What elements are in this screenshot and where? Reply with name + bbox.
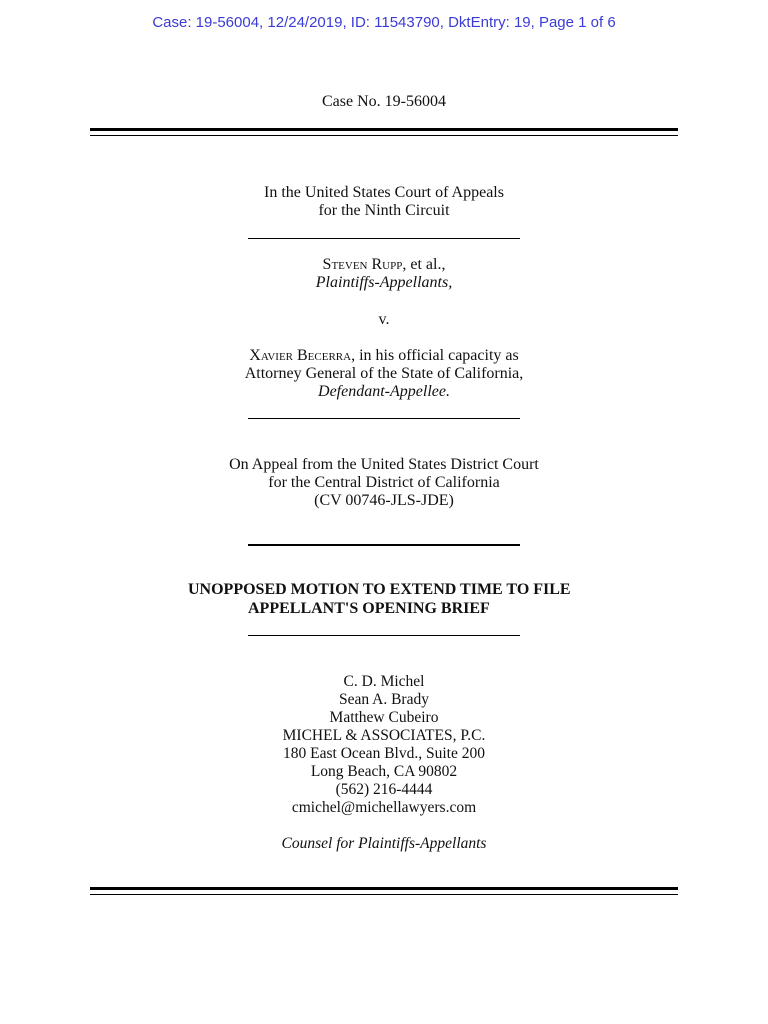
plaintiff-line — [0, 256, 768, 274]
court-line-2: for the Ninth Circuit — [318, 202, 450, 219]
defendant-name: Xavier Becerra — [249, 347, 352, 364]
court-name — [0, 184, 768, 220]
plaintiff-role: Plaintiffs-Appellants, — [315, 274, 453, 291]
divider-rule — [248, 418, 520, 419]
defendant-block — [0, 347, 768, 401]
versus: v. — [378, 311, 390, 328]
motion-title — [188, 580, 648, 618]
court-line-1: In the United States Court of Appeals — [264, 184, 504, 201]
plaintiff-block — [0, 256, 768, 292]
divider-rule — [248, 635, 520, 636]
counsel-address-1: 180 East Ocean Blvd., Suite 200 — [283, 745, 485, 762]
counsel-address-2: Long Beach, CA 90802 — [310, 763, 458, 780]
counsel-role: Counsel for Plaintiffs-Appellants — [281, 835, 487, 852]
counsel-name: Sean A. Brady — [339, 691, 429, 708]
case-number: Case No. 19-56004 — [322, 93, 446, 110]
appeal-line-2: for the Central District of California — [268, 474, 500, 491]
appeal-line-1: On Appeal from the United States District Court — [229, 456, 539, 473]
counsel-email: cmichel@michellawyers.com — [291, 799, 477, 816]
motion-title-line-1: UNOPPOSED MOTION TO EXTEND TIME TO FILE — [188, 581, 571, 598]
docket-header-stamp: Case: 19-56004, 12/24/2019, ID: 11543790, DktEntry: 19, Page 1 of 6 — [152, 14, 616, 31]
counsel-name: Matthew Cubeiro — [329, 709, 439, 726]
top-rule-thick — [90, 128, 678, 131]
defendant-suffix: , in his official capacity as — [351, 347, 519, 364]
defendant-line — [0, 347, 768, 365]
counsel-firm: MICHEL & ASSOCIATES, P.C. — [282, 727, 486, 744]
divider-rule — [248, 544, 520, 546]
top-rule-thin — [90, 135, 678, 136]
bottom-rule-thick — [90, 887, 678, 890]
counsel-name: C. D. Michel — [343, 673, 425, 690]
divider-rule — [248, 238, 520, 239]
counsel-phone: (562) 216-4444 — [335, 781, 433, 798]
bottom-rule-thin — [90, 894, 678, 895]
plaintiff-suffix: , et al., — [402, 256, 446, 273]
motion-title-line-2: APPELLANT'S OPENING BRIEF — [248, 600, 490, 617]
defendant-line-2: Attorney General of the State of California, — [244, 365, 524, 382]
defendant-role: Defendant-Appellee. — [318, 383, 450, 400]
appeal-block — [0, 456, 768, 510]
appeal-line-3: (CV 00746-JLS-JDE) — [314, 492, 454, 509]
plaintiff-name: Steven Rupp — [322, 256, 403, 273]
counsel-block — [0, 673, 768, 817]
